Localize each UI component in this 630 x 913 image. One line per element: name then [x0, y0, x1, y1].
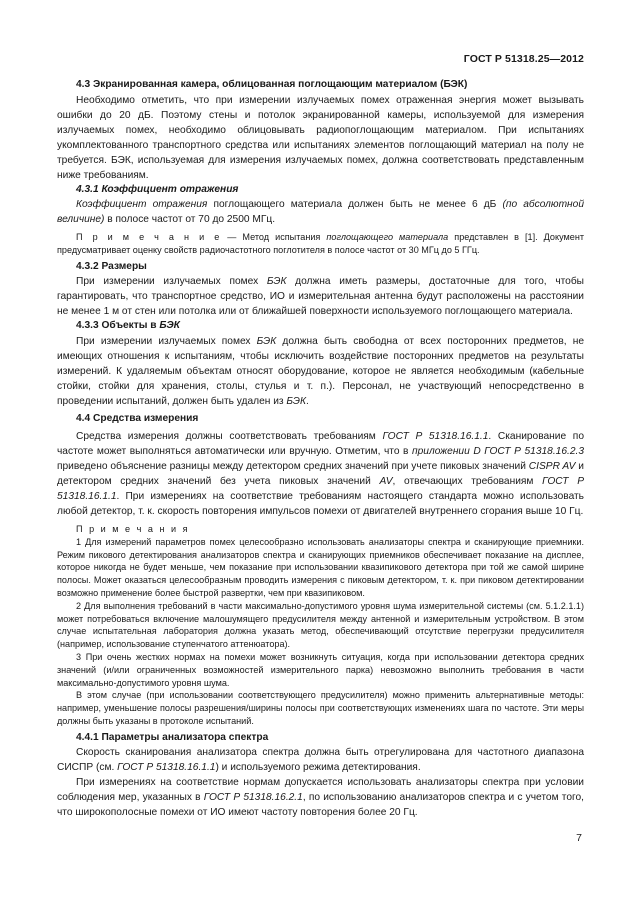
section-4-4-paragraph — [57, 429, 584, 519]
term-absorbing-material: поглощающего материала — [326, 232, 449, 242]
page-content — [57, 78, 584, 820]
note-1: 1 Для измерений параметров помех целесообразно использовать анализаторы спектра и сканирующие приемники. Режим пикового детектирования анализаторов спектра и сканирующих приемников обеспечивает показание на дисплее, которое никогда не будет меньше, чем показание при использовании квазипикового детектора при той же самой ширине полосы. Может оказаться целесообразным проводить измерения с пиковым детектором, т. к. при пиковом детектировании возможно применение более быстрой развертки, чем при квазипиковом. — [57, 536, 584, 599]
standard-designation: ГОСТ Р 51318.25—2012 — [463, 53, 584, 65]
reference-gost: ГОСТ Р 51318.16.1.1 — [57, 476, 584, 503]
section-4-3-title: 4.3 Экранированная камера, облицованная поглощающим материалом (БЭК) — [76, 79, 468, 90]
term-reflection-coefficient: Коэффициент отражения — [76, 199, 208, 210]
section-4-3-2-title: 4.3.2 Размеры — [76, 260, 147, 272]
reference-gost: ГОСТ Р 51318.16.2.1 — [203, 792, 303, 804]
section-4-4-1-paragraph-2 — [57, 775, 584, 820]
text-run: Скорость сканирования анализатора спектра должна быть отрегулирована для частотного диапазона СИСПР (см. — [57, 747, 584, 774]
text-run: При измерениях на соответствие нормам допускается использовать анализаторы спектра при условии соблюдения мер, указанных в — [57, 777, 584, 804]
text-run: поглощающего материала должен быть не менее 6 дБ — [207, 199, 503, 210]
reference-appendix-d: приложении D ГОСТ Р 51318.16.2.3 — [412, 446, 584, 458]
text-run: ) и используемого режима детектирования. — [215, 762, 421, 774]
section-4-3-3-title — [57, 319, 584, 334]
section-4-3-3-paragraph — [57, 334, 584, 409]
section-4-4-title: 4.4 Средства измерения — [76, 412, 199, 424]
section-4-3-1-paragraph — [57, 197, 584, 227]
note-3-continuation: В этом случае (при использовании соответствующего предусилителя) можно применить альтернативные методы: например, уменьшение полосы разрешения/ширины полосы при соответствующих изменениях шага по частоте. Эти меры должны быть указаны в протоколе испытаний. — [57, 690, 584, 727]
section-4-4-1-title: 4.4.1 Параметры анализатора спектра — [76, 731, 269, 743]
text-run: При измерении излучаемых помех — [76, 335, 257, 347]
text-run: в полосе частот от 70 до 2500 МГц. — [104, 214, 276, 225]
section-4-3-3-title-text: 4.3.3 Объекты в — [76, 320, 160, 332]
text-run: Средства измерения должны соответствовать требованиям — [76, 431, 383, 443]
text-run: приведено объяснение разницы между детектором средних значений при учете пиковых значений — [57, 461, 529, 473]
term-absolute-value: (по абсолютной величине) — [57, 199, 584, 225]
text-run: , по использованию анализаторов спектра и с учетом того, что широкополосные помехи от ИО имеют частоту повторения более 20 Гц. — [57, 792, 584, 819]
term-bek: БЭК — [256, 335, 277, 347]
text-run: При измерении излучаемых помех — [76, 276, 267, 288]
note-label: П р и м е ч а н и е — [76, 232, 222, 242]
section-4-3-1-title — [57, 183, 584, 198]
text-run: . При измерениях на соответствие требованиям настоящего стандарта можно использовать любой детектор, т. к. скорость повторения импульсов помехи от двигателей внутреннего сгорания выше 10 Гц. — [57, 491, 584, 518]
section-4-3-paragraph: Необходимо отметить, что при измерении излучаемых помех отраженная энергия может вызывать ошибки до 20 дБ. Поэтому стены и потолок экранированной камеры, используемой для измерения излучаемых помех, необходимо облицовывать радиопоглощающим материалом. При испытаниях укомплектованного транспортного средства или испытаниях элементов поглощающий материал на полу не требуется. БЭК, используемая для измерения излучаемых помех, должна соответствовать представленным ниже требованиям. — [57, 94, 584, 181]
text-run: . Сканирование по частоте может выполняться автоматически или вручную. Отметим, что в — [57, 431, 584, 458]
section-4-3-1-note — [57, 231, 584, 257]
term-bek: БЭК — [159, 320, 180, 332]
section-4-4-1-paragraph-1 — [57, 745, 584, 775]
text-run: должна иметь размеры, достаточные для того, чтобы гарантировать, что транспортное средство, ИО и измерительная антенна будут расположены на расстоянии не менее 1 м от стен или потолка или от ближайшей поверхности используемого поглощающего материала. — [57, 276, 585, 318]
notes-label — [57, 523, 584, 536]
reference-gost: ГОСТ Р 51318.16.1.1 — [382, 431, 489, 443]
text-run: , отвечающих требованиям — [392, 476, 543, 488]
text-run: . — [306, 395, 309, 407]
section-4-3-1-title-text: 4.3.1 Коэффициент отражения — [76, 183, 239, 195]
reference-gost: ГОСТ Р 51318.16.1.1 — [117, 762, 216, 774]
note-2: 2 Для выполнения требований в части максимально-допустимого уровня шума измерительной системы (см. 5.1.2.1.1) может потребоваться включение малошумящего предусилителя между антенной и измерительным устройством. В этом случае испытательная лаборатория должна указать метод, обеспечивающий отсутствие перегрузки предусилителя (например, использование ступенчатого аттенюатора). — [57, 600, 584, 650]
text-run: — Метод испытания — [221, 232, 327, 242]
page-number: 7 — [576, 832, 582, 844]
term-cispr-av: CISPR AV — [528, 461, 576, 473]
section-4-3-2-paragraph — [57, 274, 584, 319]
text-run: представлен в [1]. Документ предусматривает оценку свойств радиочастотного поглотителя в полосе частот от 30 МГц до 5 ГГц. — [57, 232, 585, 255]
term-bek: БЭК — [266, 276, 287, 288]
note-3: 3 При очень жестких нормах на помехи может возникнуть ситуация, когда при использовании детектора средних значений (и/или ограниченных возможностей измерительного парка) невозможно выполнить требования в части максимально-допустимого уровня шума. — [57, 652, 584, 688]
term-av: AV — [379, 476, 393, 488]
notes-label-text: П р и м е ч а н и я — [76, 524, 190, 535]
term-bek: БЭК — [286, 395, 306, 407]
text-run: и детектором средних значений без учета пиковых значений — [57, 461, 584, 488]
text-run: должна быть свободна от всех посторонних предметов, не имеющих отношения к испытаниям, чтобы исключить воздействие посторонних предметов на результаты измерений. К удаляемым объектам относят оборудование, которое не является необходимым (кабельные стойки, стойки для хранения, столы, стулья и т. п.). Персонал, не участвующий непосредственно в проведении испытаний, должен быть удален из — [57, 335, 585, 407]
